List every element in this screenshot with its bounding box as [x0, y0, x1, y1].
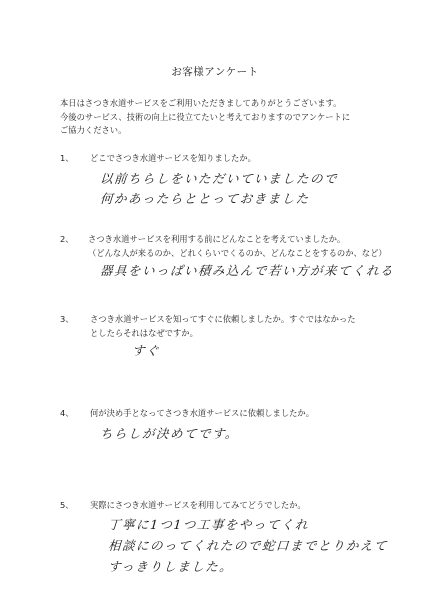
answer-5-line-2: 相談にのってくれたので蛇口までとりかえて — [107, 538, 389, 553]
answer-2-line-1: 器具をいっぱい積み込んで若い方が来てくれる — [99, 263, 395, 278]
question-number: 3、 — [60, 314, 74, 324]
question-number: 4、 — [60, 408, 74, 418]
answer-1-line-2: 何かあったらととっておきました — [99, 191, 311, 206]
question-text: どこでさつき水道サービスを知りましたか。 — [90, 153, 256, 163]
page-title: お客様アンケート — [171, 66, 259, 78]
answer-5-line-3: すっきりしました。 — [107, 559, 234, 574]
question-text: 何が決め手となってさつき水道サービスに依頼しましたか。 — [90, 408, 315, 418]
question-number: 2、 — [60, 234, 74, 244]
intro-text: 本日はさつき水道サービスをご利用いただきましてありがとうございます。 今後のサービス、技術の向上に役立てたいと考えておりますのでアンケートに ご協力ください。 — [60, 98, 351, 135]
question-text: 実際にさつき水道サービスを利用してみてどうでしたか。 — [90, 500, 306, 510]
answer-5-line-1: 丁寧に1つ1つ工事をやってくれ — [107, 517, 310, 532]
question-text: さつき水道サービスを知ってすぐに依頼しましたか。すぐではなかった としたらそれはなぜですか。 — [90, 314, 356, 338]
answer-1-line-1: 以前ちらしをいただいていましたので — [99, 171, 339, 186]
question-number: 5、 — [60, 500, 74, 510]
answer-3-line-1: すぐ — [131, 343, 161, 358]
question-text: さつき水道サービスを利用する前にどんなことを考えていましたか。 （どんな人が来るのか、どれくらいでくるのか、どんなことをするのか、など） — [88, 234, 387, 258]
answer-4-line-1: ちらしが決めてです。 — [99, 426, 240, 441]
question-number: 1、 — [60, 153, 74, 163]
